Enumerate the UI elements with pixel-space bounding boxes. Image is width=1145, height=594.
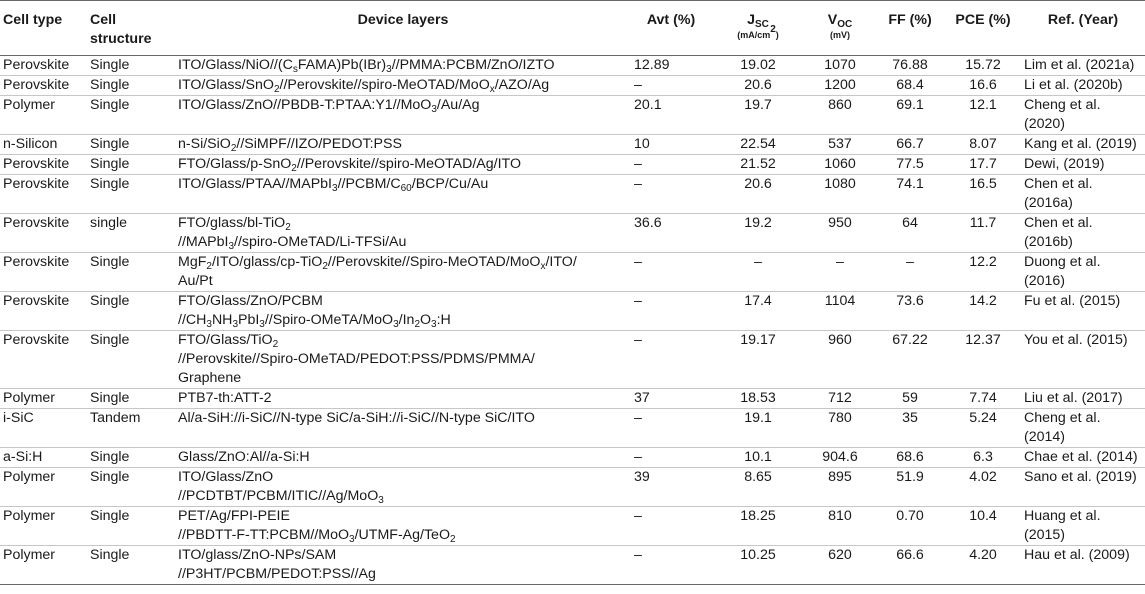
header-voc (805, 1, 875, 56)
avt-value: – (634, 176, 642, 192)
ff-value: 51.9 (896, 469, 924, 485)
ff-value: 74.1 (896, 176, 924, 192)
table-row (0, 507, 1145, 546)
table-row (0, 155, 1145, 175)
ff-value: 66.7 (896, 136, 924, 152)
reference: Sano et al. (2019) (1024, 469, 1137, 485)
jsc-value: 8.65 (744, 469, 772, 485)
voc-value: 810 (828, 508, 852, 524)
voc-value: 1104 (824, 293, 856, 309)
cell-type: Perovskite (3, 176, 70, 192)
pce-value: 14.2 (969, 293, 997, 309)
table-row (0, 135, 1145, 155)
reference: Liu et al. (2017) (1024, 390, 1123, 406)
ff-value: 69.1 (896, 97, 924, 113)
reference: Cheng et al. (2020) (1024, 97, 1101, 132)
device-layers: ITO/glass/ZnO-NPs/SAM //P3HT/PCBM/PEDOT:PSS//Ag (178, 547, 376, 582)
device-layers: n-Si/SiO$_2$//SiMPF//IZO/PEDOT:PSS (178, 136, 402, 154)
table-row (0, 76, 1145, 96)
cell-type: Polymer (3, 469, 56, 485)
table-header (0, 1, 1145, 56)
cell-structure: Single (90, 57, 130, 73)
voc-value: 620 (828, 547, 852, 563)
ff-value: 67.22 (892, 332, 928, 348)
pce-value: 15.72 (965, 57, 1001, 73)
jsc-value: 17.4 (744, 293, 772, 309)
voc-value: 860 (828, 97, 852, 113)
avt-value: 36.6 (634, 215, 662, 231)
pce-value: 7.74 (969, 390, 997, 406)
device-layers: ITO/Glass/ZnO//PBDB-T:PTAA:Y1//MoO$_3$/Au/Ag (178, 97, 480, 115)
voc-value: 780 (828, 410, 852, 426)
table-row (0, 448, 1145, 468)
table-row (0, 253, 1145, 292)
ff-value: 66.6 (896, 547, 924, 563)
pce-value: 17.7 (969, 156, 997, 172)
jsc-value: 21.52 (740, 156, 776, 172)
cell-structure: Single (90, 469, 130, 485)
voc-value: 960 (828, 332, 852, 348)
ff-value: 73.6 (896, 293, 924, 309)
jsc-value: 19.7 (744, 97, 772, 113)
header-row (0, 1, 1145, 56)
device-layers: Al/a-SiH://i-SiC//N-type SiC/a-SiH://i-SiC//N-type SiC/ITO (178, 410, 535, 426)
ff-value: 35 (902, 410, 918, 426)
cell-type: Perovskite (3, 57, 70, 73)
pce-value: 12.37 (965, 332, 1001, 348)
avt-value: 10 (634, 136, 650, 152)
reference: Dewi, (2019) (1024, 156, 1105, 172)
cell-structure: Single (90, 254, 130, 270)
ff-value: 0.70 (896, 508, 924, 524)
header-pce: PCE (%) (955, 12, 1011, 28)
cell-type: Polymer (3, 390, 56, 406)
avt-value: – (634, 156, 642, 172)
reference: Li et al. (2020b) (1024, 77, 1123, 93)
cell-structure: Single (90, 176, 130, 192)
avt-value: – (634, 332, 642, 348)
jsc-value: 19.2 (744, 215, 772, 231)
device-layers: FTO/glass/bl-TiO$_2$ //MAPbI$_3$//spiro-OMeTAD/Li-TFSi/Au (178, 215, 407, 252)
reference: Kang et al. (2019) (1024, 136, 1137, 152)
cell-type: i-SiC (3, 410, 34, 426)
cell-structure: Single (90, 136, 130, 152)
cell-type: Polymer (3, 508, 56, 524)
pce-value: 8.07 (969, 136, 997, 152)
table-row (0, 331, 1145, 389)
cell-structure: Single (90, 77, 130, 93)
voc-value: 712 (828, 390, 852, 406)
table-row (0, 468, 1145, 507)
pce-value: 12.1 (969, 97, 997, 113)
reference: Chen et al. (2016a) (1024, 176, 1093, 211)
ff-value: 68.6 (896, 449, 924, 465)
cell-type: Perovskite (3, 293, 70, 309)
jsc-value: 19.17 (740, 332, 776, 348)
jsc-value: 22.54 (740, 136, 776, 152)
avt-value: 12.89 (634, 57, 670, 73)
reference: Fu et al. (2015) (1024, 293, 1121, 309)
avt-value: – (634, 547, 642, 563)
table-row (0, 292, 1145, 331)
ff-value: 68.4 (896, 77, 924, 93)
voc-unit: (mV) (830, 30, 850, 40)
cell-type: a-Si:H (3, 449, 43, 465)
cell-structure: Single (90, 156, 130, 172)
avt-value: – (634, 449, 642, 465)
cell-type: n-Silicon (3, 136, 58, 152)
table-body (0, 56, 1145, 585)
table-row (0, 175, 1145, 214)
header-ref: Ref. (Year) (1047, 12, 1119, 28)
voc-value: 1070 (824, 57, 856, 73)
header-cell-structure: Cell structure (90, 12, 152, 47)
header-device-layers: Device layers (357, 12, 449, 28)
table-row (0, 96, 1145, 135)
header-jsc (711, 1, 805, 56)
cell-structure: Single (90, 547, 130, 563)
avt-value: 20.1 (634, 97, 662, 113)
cell-type: Perovskite (3, 77, 70, 93)
table-row (0, 56, 1145, 76)
pce-value: 4.20 (969, 547, 997, 563)
avt-value: – (634, 254, 642, 270)
reference: Hau et al. (2009) (1024, 547, 1130, 563)
device-layers: PTB7-th:ATT-2 (178, 390, 272, 406)
reference: Chen et al. (2016b) (1024, 215, 1093, 250)
reference: Lim et al. (2021a) (1024, 57, 1135, 73)
device-layers: ITO/$Glass/PTAA//MAPbI_3//PCBM/C_{60}/BCP/Cu/Au$ (178, 176, 489, 194)
cell-type: Perovskite (3, 215, 70, 231)
jsc-value: 18.53 (740, 390, 776, 406)
table-row (0, 389, 1145, 409)
header-avt: Avt (%) (646, 12, 696, 28)
table-row (0, 409, 1145, 448)
device-layers: FTO/Glass/ZnO/PCBM $//CH_3NH_3PbI_3//Spiro-OMeTA/MoO_3/In_2O_3:H$ (178, 293, 451, 330)
pce-value: 16.6 (969, 77, 997, 93)
cell-structure: single (90, 215, 128, 231)
table-row (0, 546, 1145, 585)
avt-value: 37 (634, 390, 650, 406)
reference: Chae et al. (2014) (1024, 449, 1138, 465)
cell-type: Perovskite (3, 156, 70, 172)
avt-value: – (634, 410, 642, 426)
cell-structure: Single (90, 390, 130, 406)
cell-type: Perovskite (3, 254, 70, 270)
cell-structure: Single (90, 97, 130, 113)
device-layers: Glass/ZnO:Al//a-Si:H (178, 449, 310, 465)
voc-value: 950 (828, 215, 852, 231)
jsc-value: 20.6 (744, 77, 772, 93)
pce-value: 4.02 (969, 469, 997, 485)
voc-value: 537 (828, 136, 852, 152)
jsc-value: – (754, 254, 762, 270)
ff-value: 77.5 (896, 156, 924, 172)
cell-structure: Single (90, 508, 130, 524)
device-layers: ITO/Glass/ZnO //PCDTBT/PCBM/ITIC//Ag/MoO$_3$ (178, 469, 384, 506)
ff-value: – (906, 254, 914, 270)
reference: Duong et al. (2016) (1024, 254, 1101, 289)
jsc-value: 10.25 (740, 547, 776, 563)
ff-value: 64 (902, 215, 918, 231)
voc-value: 895 (828, 469, 852, 485)
jsc-value: 20.6 (744, 176, 772, 192)
avt-value: 39 (634, 469, 650, 485)
jsc-subscript: SC (754, 19, 769, 30)
jsc-value: 10.1 (744, 449, 772, 465)
jsc-value: 19.1 (744, 410, 772, 426)
jsc-value: 19.02 (740, 57, 776, 73)
ff-value: 59 (902, 390, 918, 406)
device-layers: PET/Ag/FPI-PEIE //PBDTT-F-TT:PCBM//MoO$_3$/UTMF-Ag/TeO$_2$ (178, 508, 456, 545)
pce-value: 12.2 (969, 254, 997, 270)
voc-value: 1060 (824, 156, 856, 172)
cell-type: Polymer (3, 97, 56, 113)
avt-value: – (634, 508, 642, 524)
pce-value: 11.7 (969, 215, 997, 231)
device-layers: FTO/Glass/TiO$_2$ //Perovskite//Spiro-OMeTAD/PEDOT:PSS/PDMS/PMMA/ Graphene (178, 332, 535, 386)
pce-value: 6.3 (973, 449, 993, 465)
voc-symbol: V (827, 12, 838, 28)
avt-value: – (634, 293, 642, 309)
device-layers: ITO/$Glass/NiO//(C_sFAMA)Pb(IBr)_3//PMMA:PCBM/ZnO$/IZTO (178, 57, 555, 75)
cell-structure: Single (90, 332, 130, 348)
table-row (0, 214, 1145, 253)
pce-value: 16.5 (969, 176, 997, 192)
jsc-value: 18.25 (740, 508, 776, 524)
reference: You et al. (2015) (1024, 332, 1128, 348)
cell-structure: Single (90, 293, 130, 309)
cell-structure: Single (90, 449, 130, 465)
device-layers: MgF$_2$/ITO/glass/cp-TiO$_2$//Perovskite//Spiro-MeOTAD/MoO$_x$/ITO/ Au/Pt (178, 254, 577, 289)
voc-value: – (836, 254, 844, 270)
voc-value: 904.6 (822, 449, 858, 465)
reference: Huang et al. (2015) (1024, 508, 1101, 543)
pce-value: 10.4 (969, 508, 997, 524)
ff-value: 76.88 (892, 57, 928, 73)
avt-value: – (634, 77, 642, 93)
voc-value: 1200 (824, 77, 856, 93)
reference: Cheng et al. (2014) (1024, 410, 1101, 445)
voc-value: 1080 (824, 176, 856, 192)
device-layers: FTO/Glass/p-SnO$_2$//Perovskite//spiro-MeOTAD/Ag/ITO (178, 156, 521, 174)
cell-type: Perovskite (3, 332, 70, 348)
cell-structure: Tandem (90, 410, 141, 426)
device-layers: ITO/Glass/SnO$_2$//Perovskite//spiro-MeOTAD/MoO$_x$/AZO/Ag (178, 77, 550, 95)
pce-value: 5.24 (969, 410, 997, 426)
cell-type: Polymer (3, 547, 56, 563)
header-cell-type: Cell type (3, 12, 63, 28)
jsc-symbol: J (747, 12, 755, 28)
jsc-unit: $(mA/cm^2)$ (737, 24, 779, 40)
header-ff: FF (%) (888, 12, 932, 28)
voc-subscript: OC (837, 19, 853, 30)
